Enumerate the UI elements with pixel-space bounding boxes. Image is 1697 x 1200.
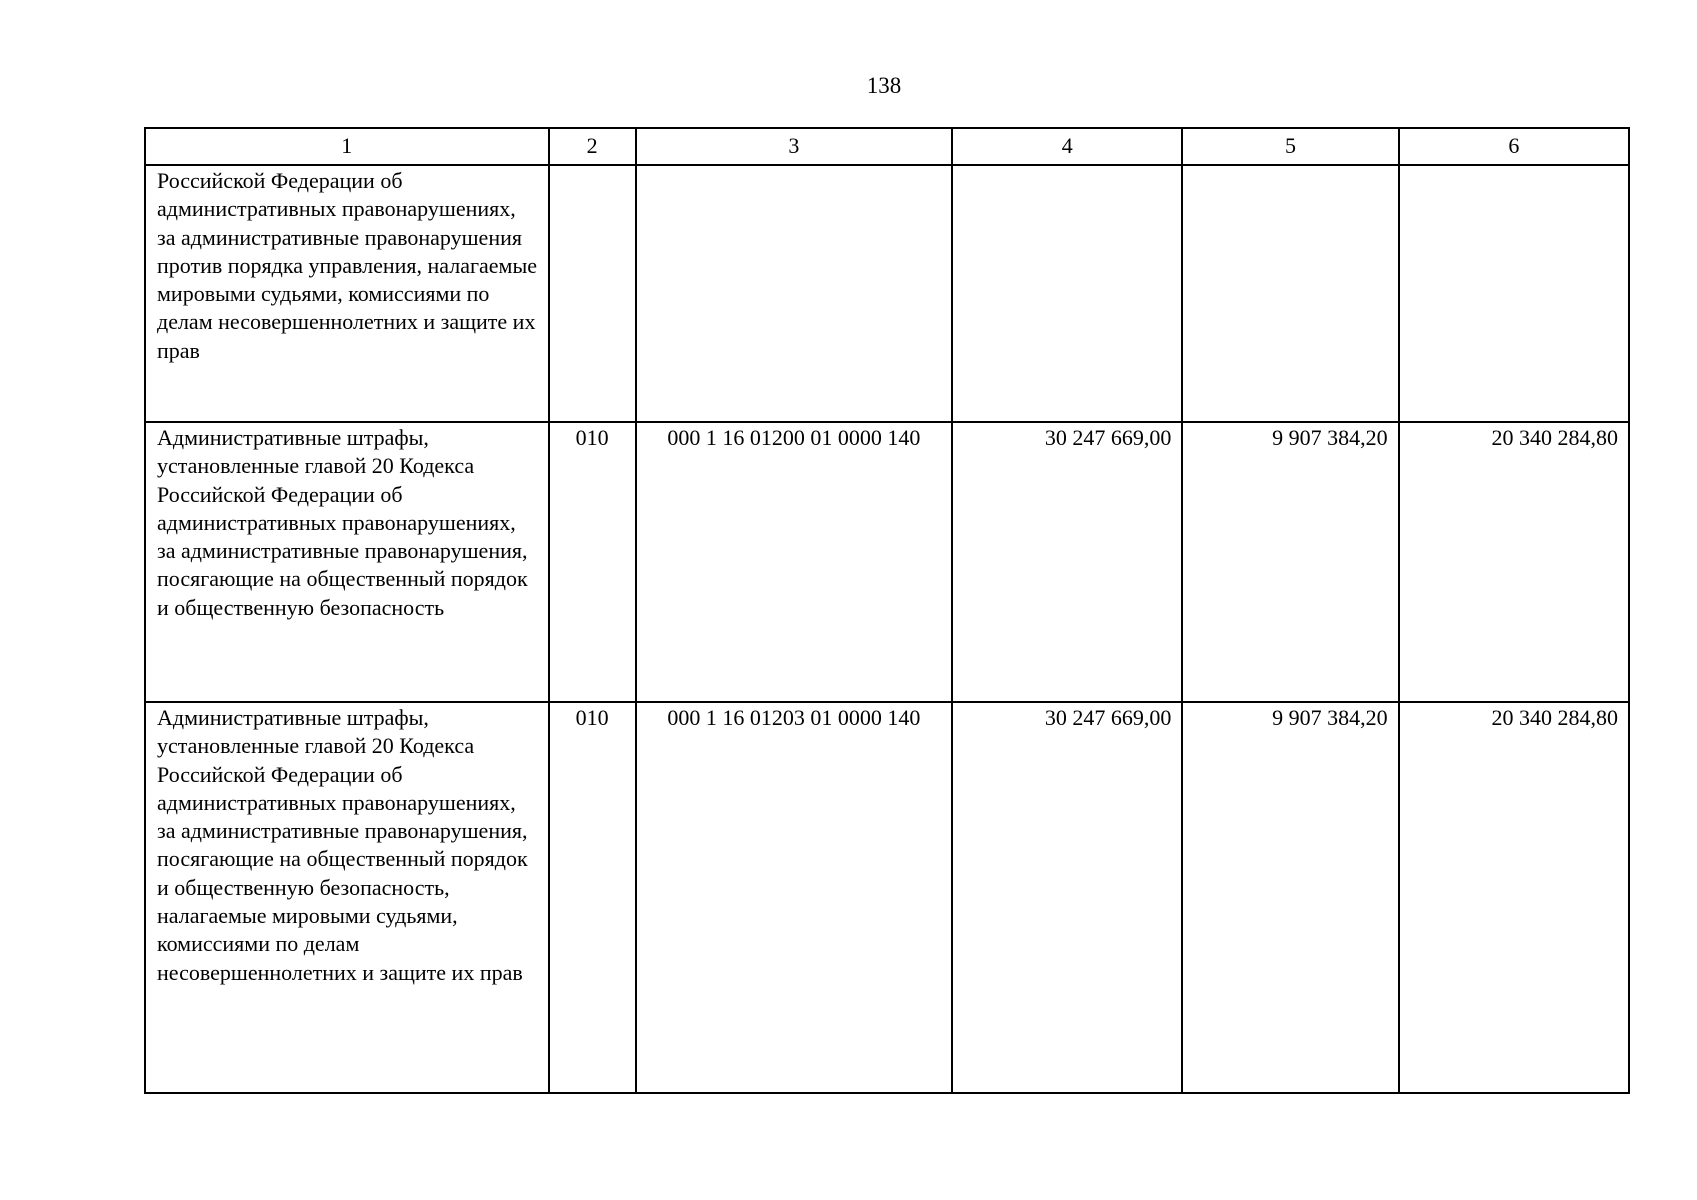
unexecuted-amount-cell: [1399, 165, 1629, 422]
admin-code-cell: 010: [549, 702, 636, 1093]
header-col-4: 4: [952, 128, 1182, 165]
executed-amount-cell: [1182, 165, 1398, 422]
income-name-cell: Административные штрафы, установленные главой 20 Кодекса Российской Федерации об административных правонарушениях, за административные правонарушения, посягающие на общественный порядок и общественную безопасность: [145, 422, 549, 702]
header-col-5: 5: [1182, 128, 1398, 165]
approved-amount-cell: 30 247 669,00: [952, 422, 1182, 702]
header-col-3: 3: [636, 128, 952, 165]
executed-amount-cell: 9 907 384,20: [1182, 702, 1398, 1093]
kbk-code-cell: 000 1 16 01203 01 0000 140: [636, 702, 952, 1093]
table-body: [145, 165, 1629, 1093]
page-number: 138: [866, 73, 902, 98]
table-row: [145, 422, 1629, 702]
executed-amount-cell: 9 907 384,20: [1182, 422, 1398, 702]
header-row: [145, 128, 1629, 165]
admin-code-cell: [549, 165, 636, 422]
table-row: [145, 702, 1629, 1093]
admin-code-cell: 010: [549, 422, 636, 702]
unexecuted-amount-cell: 20 340 284,80: [1399, 702, 1629, 1093]
header-col-2: 2: [549, 128, 636, 165]
income-name-cell: Российской Федерации об административных правонарушениях, за административные правонарушения против порядка управления, налагаемые мировыми судьями, комиссиями по делам несовершеннолетних и защите их прав: [145, 165, 549, 422]
approved-amount-cell: 30 247 669,00: [952, 702, 1182, 1093]
header-col-1: 1: [145, 128, 549, 165]
approved-amount-cell: [952, 165, 1182, 422]
kbk-code-cell: [636, 165, 952, 422]
table-header: [145, 128, 1629, 165]
income-name-cell: Административные штрафы, установленные главой 20 Кодекса Российской Федерации об административных правонарушениях, за административные правонарушения, посягающие на общественный порядок и общественную безопасность, налагаемые мировыми судьями, комиссиями по делам несовершеннолетних и защите их прав: [145, 702, 549, 1093]
table-row: [145, 165, 1629, 422]
unexecuted-amount-cell: 20 340 284,80: [1399, 422, 1629, 702]
kbk-code-cell: 000 1 16 01200 01 0000 140: [636, 422, 952, 702]
header-col-6: 6: [1399, 128, 1629, 165]
report-table: [144, 127, 1630, 1094]
